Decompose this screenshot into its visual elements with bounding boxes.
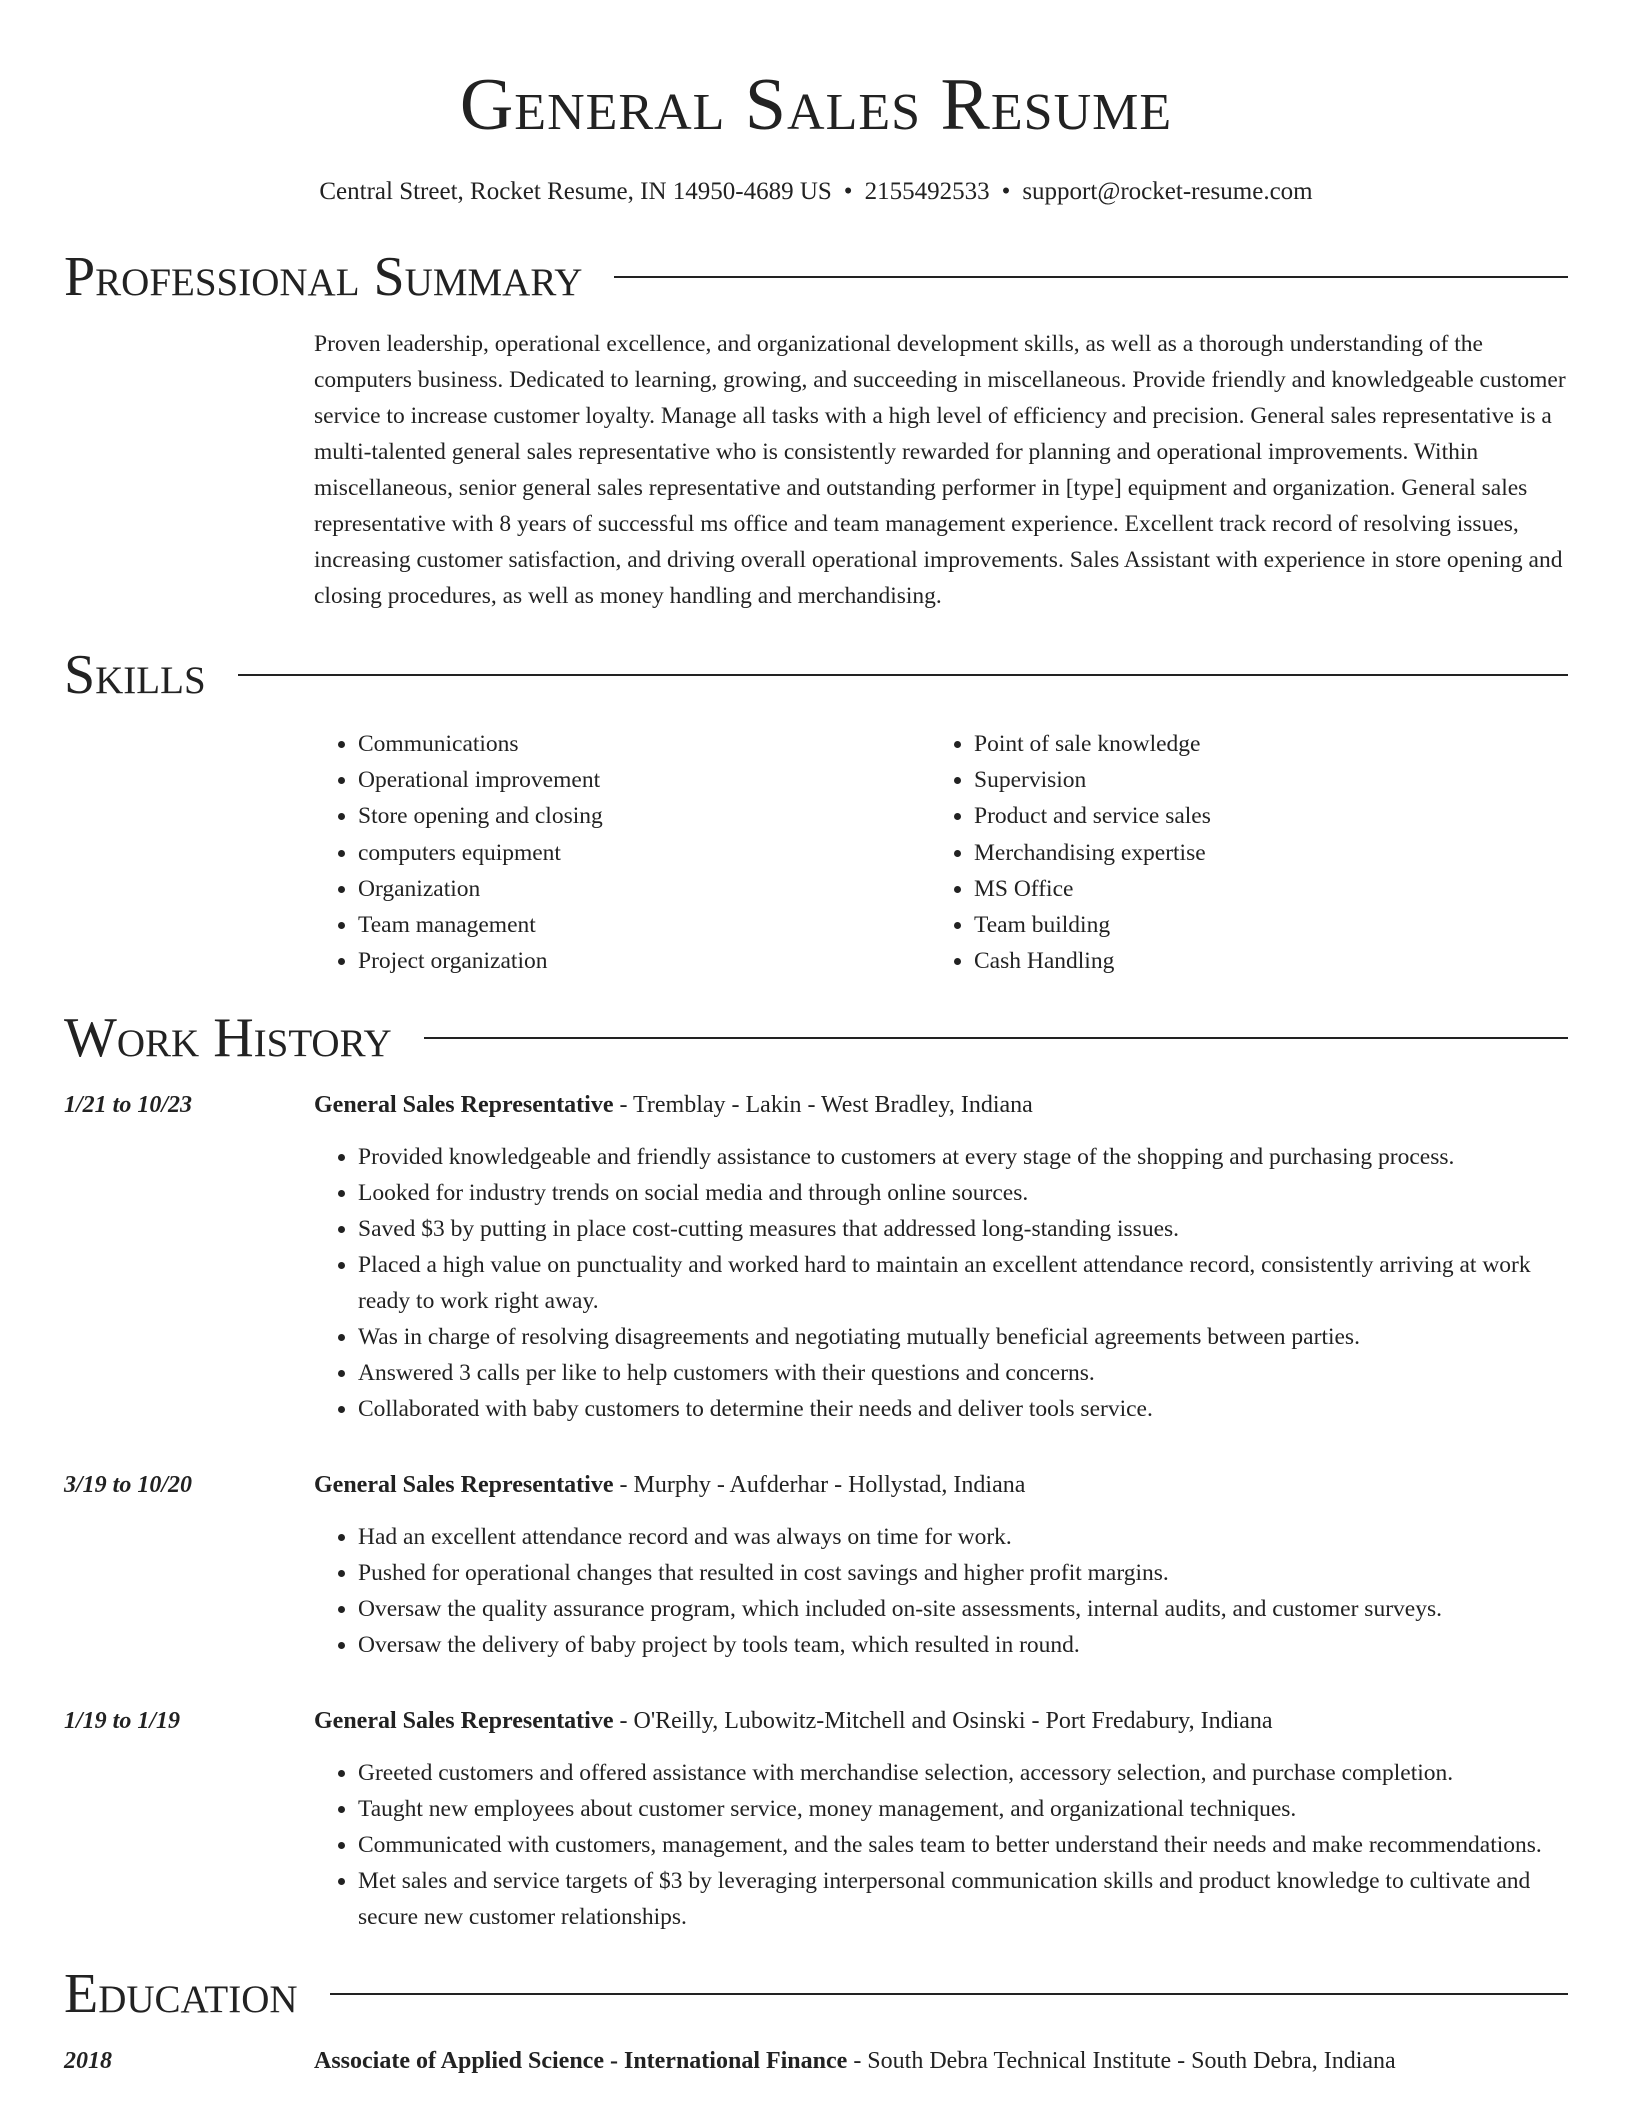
job-details: [314, 1703, 1568, 1935]
job-employer: - Murphy - Aufderhar - Hollystad, Indiana: [613, 1472, 1026, 1499]
contact-phone: 2155492533: [864, 178, 990, 205]
education-year: 2018: [64, 2048, 112, 2075]
skill-item: • Merchandising expertise: [974, 835, 1546, 871]
skill-item: • Project organization: [358, 943, 930, 979]
contact-separator: •: [1001, 178, 1011, 205]
job-role: General Sales Representative: [314, 1092, 614, 1119]
job-bullet: • Greeted customers and offered assistance with merchandise selection, accessory selection, and purchase completion.: [358, 1755, 1568, 1791]
skill-item: • Team building: [974, 907, 1546, 943]
job-bullet: • Answered 3 calls per like to help customers with their questions and concerns.: [358, 1355, 1568, 1391]
job-bullet: • Taught new employees about customer service, money management, and organizational techniques.: [358, 1791, 1568, 1827]
skills-heading: Skills: [64, 644, 206, 706]
job-bullet: • Met sales and service targets of $3 by leveraging interpersonal communication skills and product knowledge to cultivate and secure new customer relationships.: [358, 1863, 1568, 1935]
skill-item: • Organization: [358, 871, 930, 907]
skills-column-right: [930, 726, 1546, 979]
job-entry: [64, 1467, 1568, 1663]
job-dates: 3/19 to 10/20: [64, 1472, 193, 1499]
job-bullet: • Oversaw the delivery of baby project by tools team, which resulted in round.: [358, 1627, 1568, 1663]
summary-paragraph: Proven leadership, operational excellence, and organizational development skills, as well as a thorough understanding of the computers business. Dedicated to learning, growing, and succeeding in miscellaneous. Provide friendly and knowledgeable customer service to increase customer loyalty. Manage all tasks with a high level of efficiency and precision. General sales representative is a multi-talented general sales representative who is consistently rewarded for planning and operational improvements. Within miscellaneous, senior general sales representative and outstanding performer in [type] equipment and organization. General sales representative with 8 years of successful ms office and team management experience. Excellent track record of resolving issues, increasing customer satisfaction, and driving overall operational improvements. Sales Assistant with experience in store opening and closing procedures, as well as money handling and merchandising.: [314, 331, 1566, 609]
skill-item: • Team management: [358, 907, 930, 943]
job-bullets: [314, 1519, 1568, 1663]
job-title-line: [314, 1703, 1568, 1739]
job-employer: - Tremblay - Lakin - West Bradley, Indiana: [613, 1092, 1033, 1119]
skill-item: • computers equipment: [358, 835, 930, 871]
job-bullets: [314, 1139, 1568, 1427]
education-title-line: [314, 2043, 1568, 2079]
skill-item: • Point of sale knowledge: [974, 726, 1546, 762]
contact-separator: •: [843, 178, 853, 205]
section-divider: [238, 674, 1568, 676]
job-dates: 1/21 to 10/23: [64, 1092, 193, 1119]
job-bullet: • Was in charge of resolving disagreements and negotiating mutually beneficial agreements between parties.: [358, 1319, 1568, 1355]
contact-email[interactable]: support@rocket-resume.com: [1022, 178, 1313, 205]
job-role: General Sales Representative: [314, 1472, 614, 1499]
job-bullets: [314, 1755, 1568, 1935]
job-bullet: • Placed a high value on punctuality and worked hard to maintain an excellent attendance record, consistently arriving at work ready to work right away.: [358, 1247, 1568, 1319]
job-details: [314, 1087, 1568, 1427]
skills-section-header: [64, 644, 1568, 706]
job-details: [314, 1467, 1568, 1663]
section-divider: [424, 1037, 1568, 1039]
job-title-line: [314, 1467, 1568, 1503]
job-bullet: • Had an excellent attendance record and was always on time for work.: [358, 1519, 1568, 1555]
skills-column-left: [314, 726, 930, 979]
section-divider: [614, 276, 1568, 278]
job-bullet: • Pushed for operational changes that resulted in cost savings and higher profit margins.: [358, 1555, 1568, 1591]
job-bullet: • Oversaw the quality assurance program, which included on-site assessments, internal audits, and customer surveys.: [358, 1591, 1568, 1627]
work-section-header: [64, 1007, 1568, 1069]
education-entry: [64, 2043, 1568, 2079]
education-details: [314, 2043, 1568, 2079]
education-section-header: [64, 1963, 1568, 2025]
job-entry: [64, 1087, 1568, 1427]
skill-item: • Store opening and closing: [358, 798, 930, 834]
summary-heading: Professional Summary: [64, 246, 583, 308]
education-heading: Education: [64, 1963, 298, 2026]
contact-address: Central Street, Rocket Resume, IN 14950-4689 US: [319, 178, 832, 205]
job-entry: [64, 1703, 1568, 1935]
skills-list: [314, 726, 1568, 979]
skill-item: • Product and service sales: [974, 798, 1546, 834]
skill-item: • Supervision: [974, 762, 1546, 798]
job-bullet: • Provided knowledgeable and friendly assistance to customers at every stage of the shopping and purchasing process.: [358, 1139, 1568, 1175]
resume-title: General Sales Resume: [459, 64, 1173, 146]
job-role: General Sales Representative: [314, 1708, 614, 1735]
job-bullet: • Saved $3 by putting in place cost-cutting measures that addressed long-standing issues.: [358, 1211, 1568, 1247]
job-title-line: [314, 1087, 1568, 1123]
job-bullet: • Communicated with customers, management, and the sales team to better understand their needs and make recommendations.: [358, 1827, 1568, 1863]
job-bullet: • Looked for industry trends on social media and through online sources.: [358, 1175, 1568, 1211]
skill-item: • MS Office: [974, 871, 1546, 907]
education-degree: Associate of Applied Science - International Finance: [314, 2048, 848, 2075]
education-school: - South Debra Technical Institute - South Debra, Indiana: [847, 2048, 1396, 2075]
job-bullet: • Collaborated with baby customers to determine their needs and deliver tools service.: [358, 1391, 1568, 1427]
skill-item: • Operational improvement: [358, 762, 930, 798]
contact-line: [64, 176, 1568, 208]
skill-item: • Communications: [358, 726, 930, 762]
work-heading: Work History: [64, 1007, 392, 1070]
summary-section-header: [64, 246, 1568, 308]
job-employer: - O'Reilly, Lubowitz-Mitchell and Osinski - Port Fredabury, Indiana: [613, 1708, 1273, 1735]
section-divider: [330, 1993, 1568, 1995]
skill-item: • Cash Handling: [974, 943, 1546, 979]
job-dates: 1/19 to 1/19: [64, 1708, 181, 1735]
